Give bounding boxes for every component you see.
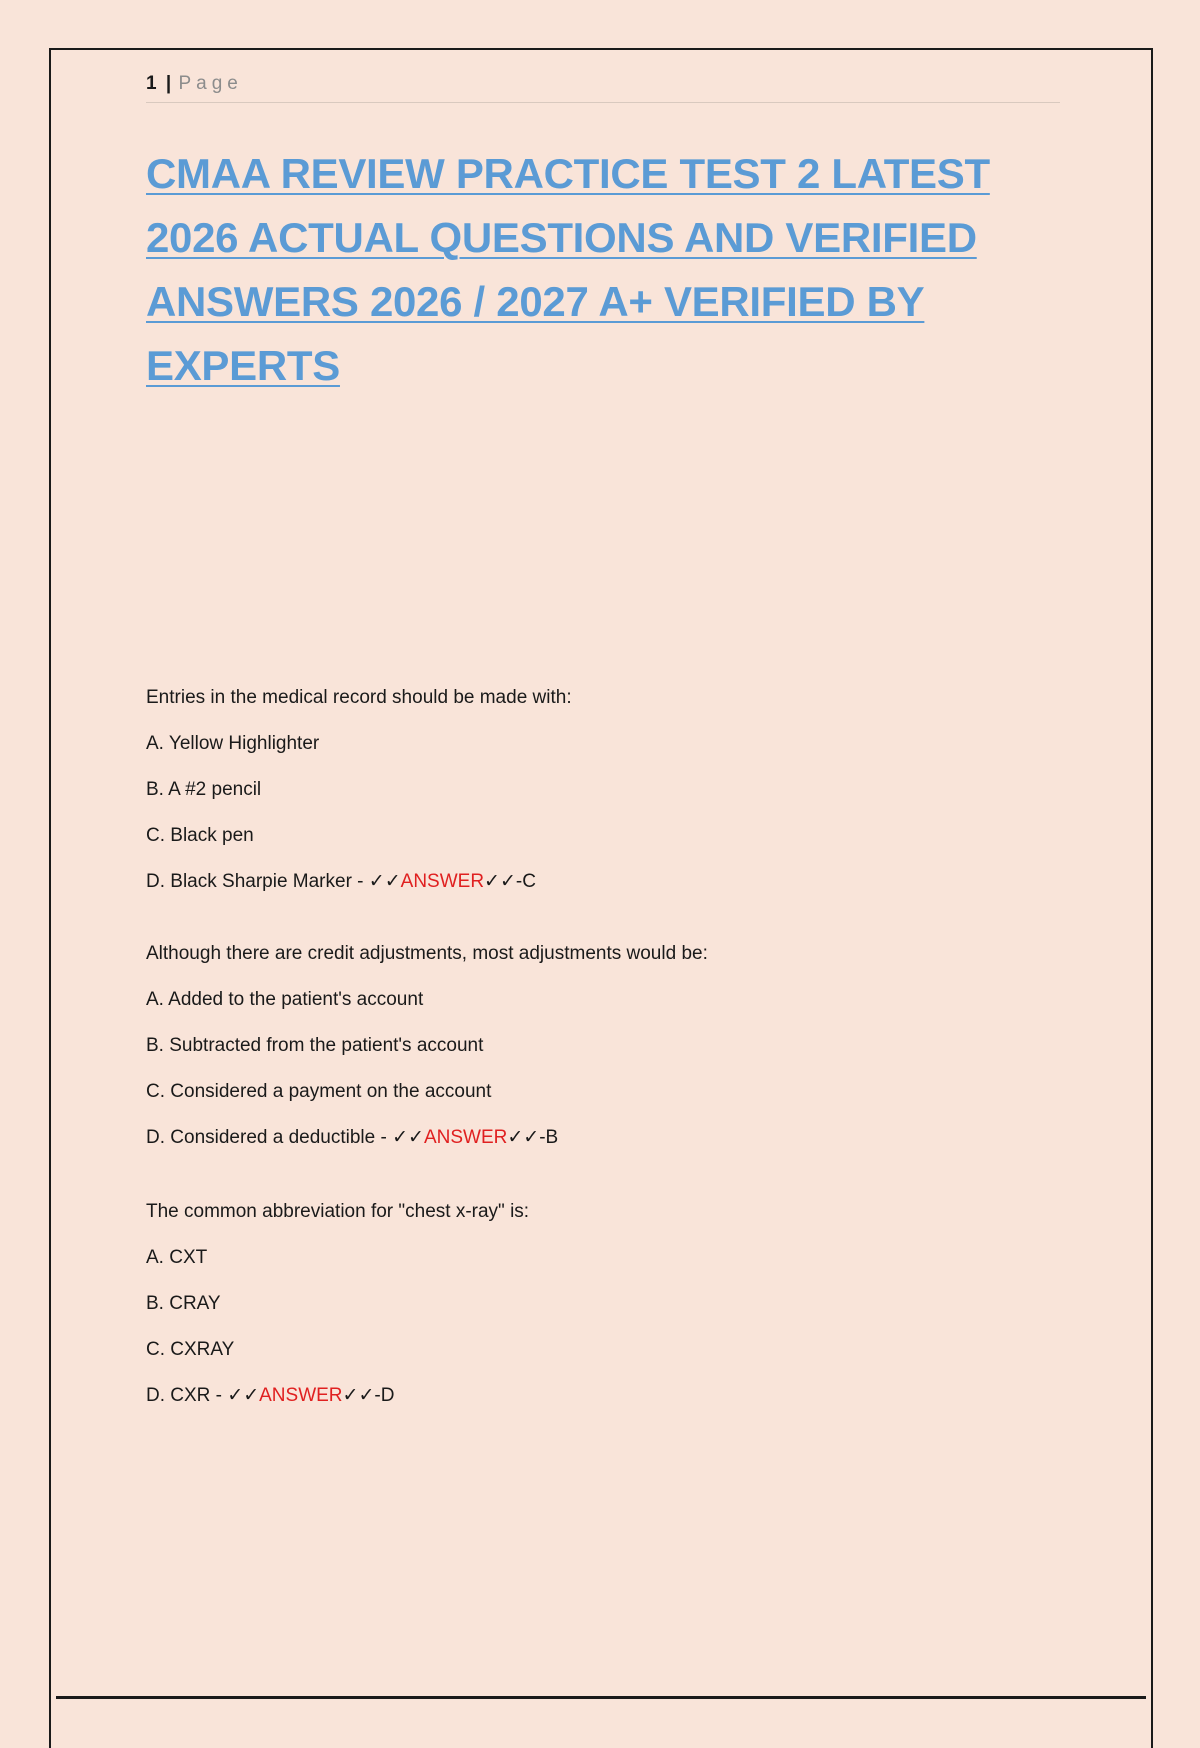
check-marks-icon: ✓✓	[507, 1127, 540, 1148]
option-a: A. Added to the patient's account	[146, 989, 424, 1010]
answer-label: ANSWER	[423, 1127, 508, 1148]
question-stem: Although there are credit adjustments, most adjustments would be:	[146, 943, 708, 964]
answer-label: ANSWER	[259, 1385, 343, 1406]
option-d: D. Black Sharpie Marker -	[146, 871, 369, 892]
option-d-with-answer	[146, 870, 1046, 894]
answer-value: -B	[539, 1127, 559, 1148]
option-d: D. Considered a deductible -	[146, 1127, 393, 1148]
question-2	[146, 942, 1046, 1150]
page-number: 1	[146, 73, 157, 94]
answer-label: ANSWER	[400, 871, 485, 892]
option-b: B. CRAY	[146, 1293, 221, 1314]
check-marks-icon: ✓✓	[484, 871, 516, 892]
document-title: CMAA REVIEW PRACTICE TEST 2 LATEST 2026 ACTUAL QUESTIONS AND VERIFIED ANSWERS 2026 / 2027 A+ VERIFIED BY EXPERTS	[146, 150, 990, 389]
page-label: Page	[178, 73, 243, 94]
check-marks-icon: ✓✓	[342, 1385, 375, 1406]
option-b: B. Subtracted from the patient's account	[146, 1035, 484, 1056]
check-marks-icon: ✓✓	[227, 1385, 260, 1406]
option-b: B. A #2 pencil	[146, 779, 262, 800]
option-a: A. CXT	[146, 1247, 208, 1268]
option-c: C. CXRAY	[146, 1339, 235, 1360]
answer-value: -D	[374, 1385, 395, 1406]
question-3	[146, 1200, 1046, 1408]
question-1	[146, 686, 1046, 894]
question-stem: Entries in the medical record should be made with:	[146, 687, 572, 708]
check-marks-icon: ✓✓	[392, 1127, 424, 1148]
option-c: C. Considered a payment on the account	[146, 1081, 492, 1102]
option-c: C. Black pen	[146, 825, 254, 846]
answer-value: -C	[515, 871, 536, 892]
page-bottom-rule	[56, 1696, 1146, 1699]
header-separator: |	[165, 73, 172, 94]
option-a: A. Yellow Highlighter	[146, 733, 320, 754]
question-stem: The common abbreviation for "chest x-ray" is:	[146, 1201, 530, 1222]
option-d-with-answer	[146, 1126, 1046, 1150]
option-d: D. CXR -	[146, 1385, 228, 1406]
option-d-with-answer	[146, 1384, 1046, 1408]
question-list	[146, 686, 1046, 1456]
check-marks-icon: ✓✓	[368, 871, 401, 892]
page-header	[146, 70, 1060, 103]
